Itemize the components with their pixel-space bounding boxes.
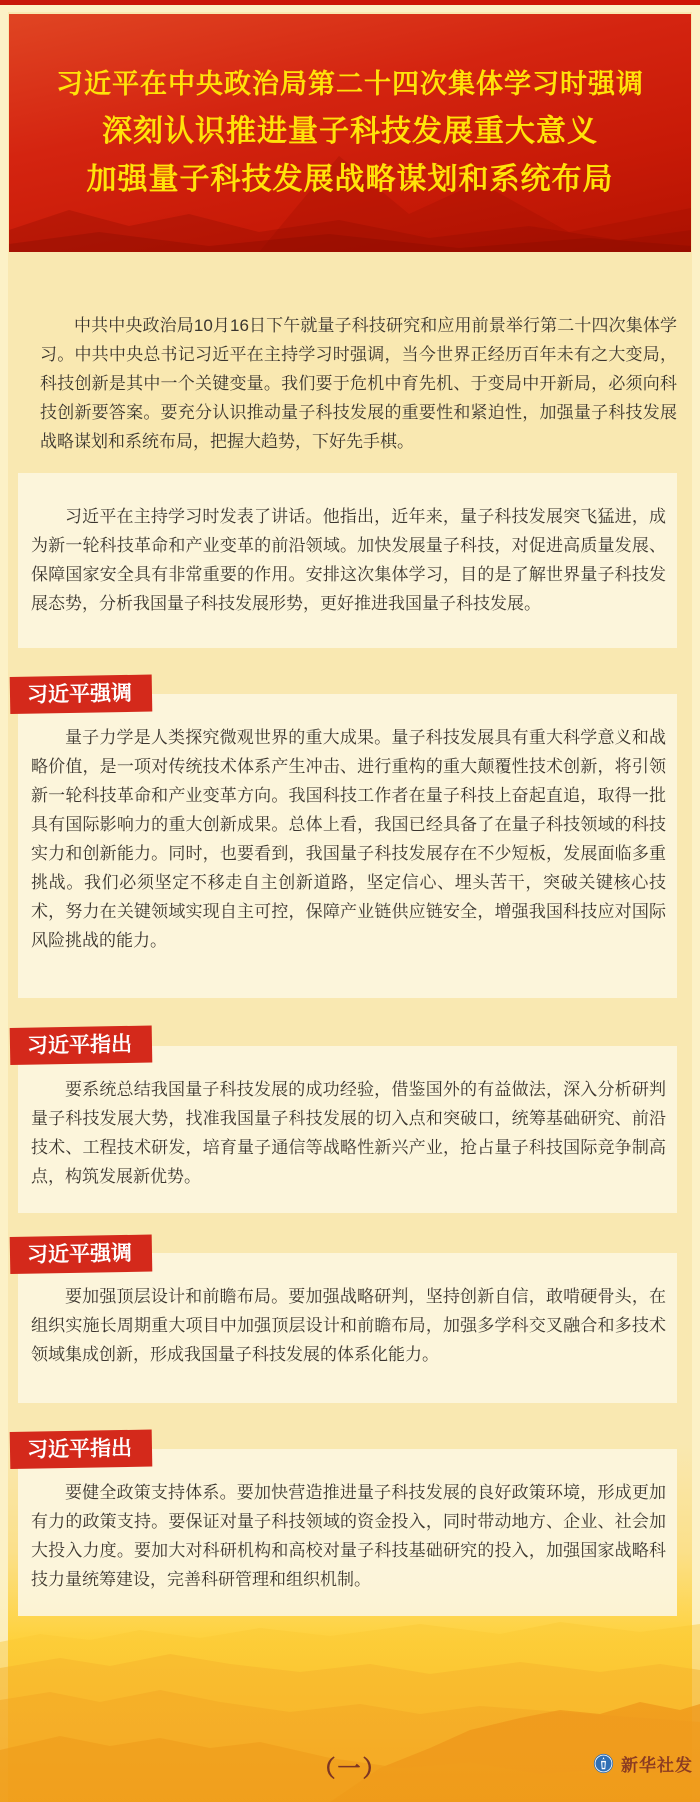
- section-1-text: 量子力学是人类探究微观世界的重大成果。量子科技发展具有重大科学意义和战略价值，是一项对传统技术体系产生冲击、进行重构的重大颠覆性技术创新，将引领新一轮科技革命和产业变革方向。我国科技工作者在量子科技上奋起直追，取得一批具有国际影响力的重大创新成果。总体上看，我国已经具备了在量子科技领域的科技实力和创新能力。同时，也要看到，我国量子科技发展存在不少短板，发展面临多重挑战。我们必须坚定不移走自主创新道路，坚定信心、埋头苦干，突破关键核心技术，努力在关键领域实现自主可控，保障产业链供应链安全，增强我国科技应对国际风险挑战的能力。: [31, 728, 666, 950]
- publisher-credit-label: 新华社发: [621, 1756, 693, 1775]
- banner-title-line-3: 加强量子科技发展战略谋划和系统布局: [86, 163, 614, 196]
- top-red-strip: [0, 0, 700, 5]
- banner-title-line-2: 深刻认识推进量子科技发展重大意义: [102, 115, 598, 148]
- banner-title-line-1: 习近平在中央政治局第二十四次集体学习时强调: [56, 69, 644, 99]
- xinhua-logo-icon: [593, 1753, 614, 1774]
- banner-titles: [9, 14, 691, 204]
- section-1-panel: [18, 694, 677, 998]
- section-2-text: 要系统总结我国量子科技发展的成功经验，借鉴国外的有益做法，深入分析研判量子科技发展大势，找准我国量子科技发展的切入点和突破口，统筹基础研究、前沿技术、工程技术研发，培育量子通信等战略性新兴产业，抢占量子科技国际竞争制高点，构筑发展新优势。: [31, 1080, 666, 1186]
- section-2-panel: [18, 1046, 677, 1213]
- publisher-credit: [593, 1751, 693, 1776]
- section-4-badge: 习近平指出: [10, 1430, 153, 1469]
- intro-paragraph: 中共中央政治局10月16日下午就量子科技研究和应用前景举行第二十四次集体学习。中共中央总书记习近平在主持学习时强调，当今世界正经历百年未有之大变局，科技创新是其中一个关键变量。我们要于危机中育先机、于变局中开新局，必须向科技创新要答案。要充分认识推动量子科技发展的重要性和紧迫性，加强量子科技发展战略谋划和系统布局，把握大趋势，下好先手棋。: [40, 316, 677, 451]
- section-3-text: 要加强顶层设计和前瞻布局。要加强战略研判，坚持创新自信，敢啃硬骨头，在组织实施长周期重大项目中加强顶层设计和前瞻布局，加强多学科交叉融合和多技术领域集成创新，形成我国量子科技发展的体系化能力。: [31, 1287, 666, 1364]
- summary-panel: [18, 473, 677, 648]
- page-number: （一）: [312, 1755, 388, 1781]
- section-3-badge: 习近平强调: [10, 1235, 153, 1274]
- section-4-text: 要健全政策支持体系。要加快营造推进量子科技发展的良好政策环境，形成更加有力的政策支持。要保证对量子科技领域的资金投入，同时带动地方、企业、社会加大投入力度。要加大对科研机构和高校对量子科技基础研究的投入，加强国家战略科技力量统筹建设，完善科研管理和组织机制。: [31, 1483, 666, 1589]
- section-3-panel: [18, 1253, 677, 1403]
- title-banner: [9, 14, 691, 252]
- summary-paragraph: 习近平在主持学习时发表了讲话。他指出，近年来，量子科技发展突飞猛进，成为新一轮科技革命和产业变革的前沿领域。加快发展量子科技，对促进高质量发展、保障国家安全具有非常重要的作用。安排这次集体学习，目的是了解世界量子科技发展态势，分析我国量子科技发展形势，更好推进我国量子科技发展。: [31, 507, 666, 613]
- section-2-badge: 习近平指出: [10, 1026, 153, 1065]
- section-1-badge: 习近平强调: [10, 675, 153, 714]
